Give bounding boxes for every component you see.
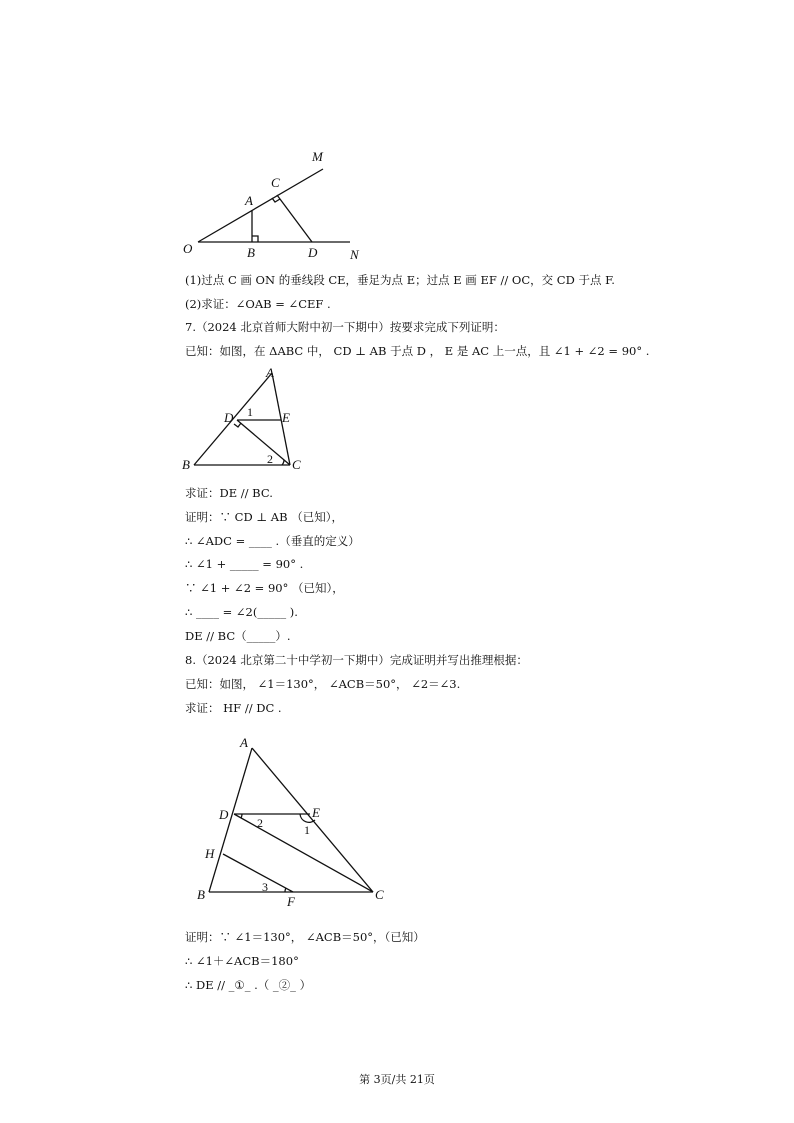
right-angle-b — [252, 236, 258, 242]
proof8-step2: ∴ ∠1＋∠ACB＝180° — [185, 954, 299, 968]
problem7-title: 7.（2024 北京首师大附中初一下期中）按要求完成下列证明： — [185, 320, 505, 334]
label-angle-1: 1 — [304, 823, 310, 837]
label-b: B — [247, 245, 255, 260]
right-angle-c — [272, 198, 280, 202]
label-c: C — [375, 887, 384, 902]
proof7-step2: ∴ ∠ADC = ____ .（垂直的定义） — [185, 534, 360, 548]
page-footer: 第 3页/共 21页 — [359, 1073, 435, 1086]
proof7-step6: DE // BC（_____）. — [185, 629, 291, 643]
label-h: H — [205, 846, 215, 861]
label-angle-1: 1 — [247, 405, 253, 419]
label-e: E — [282, 410, 290, 425]
label-b: B — [197, 887, 205, 902]
label-a: A — [266, 365, 274, 380]
problem8-given: 已知：如图， ∠1＝130°， ∠ACB＝50°， ∠2＝∠3. — [185, 677, 461, 691]
segment-cd — [277, 195, 312, 242]
proof8-step1: 证明：∵ ∠1＝130°， ∠ACB＝50°，（已知） — [185, 930, 425, 944]
label-d: D — [219, 807, 229, 822]
label-m: M — [312, 149, 323, 164]
segment-hf — [223, 854, 293, 892]
label-n: N — [350, 247, 359, 262]
label-a: A — [245, 193, 253, 208]
side-ac — [252, 748, 373, 892]
label-a: A — [240, 735, 248, 750]
angle-mark-2 — [282, 460, 284, 465]
label-angle-2: 2 — [257, 816, 263, 830]
figure-triangle-abc-8 — [190, 730, 400, 915]
label-d: D — [308, 245, 318, 260]
label-angle-2: 2 — [267, 452, 273, 466]
label-b: B — [182, 457, 190, 472]
problem6-part1: (1)过点 C 画 ON 的垂线段 CE，垂足为点 E；过点 E 画 EF // OC，交 CD 于点 F. — [185, 273, 615, 287]
problem8-prove: 求证： HF // DC . — [185, 701, 282, 715]
proof7-step1: 证明：∵ CD ⊥ AB （已知）， — [185, 510, 343, 524]
problem7-given: 已知：如图，在 ΔABC 中， CD ⊥ AB 于点 D ， E 是 AC 上一点，且 ∠1 + ∠2 = 90° . — [185, 344, 650, 358]
figure-angle-mon — [178, 145, 378, 265]
label-o: O — [183, 241, 193, 256]
label-e: E — [312, 805, 320, 820]
label-d: D — [224, 410, 234, 425]
proof8-step3: ∴ DE // _①_ .（ _②_ ） — [185, 978, 312, 992]
proof7-step5: ∴ ____ = ∠2(_____ ). — [185, 605, 298, 619]
label-f: F — [287, 894, 295, 909]
figure-triangle-abc-7 — [178, 365, 318, 477]
problem7-prove: 求证：DE // BC. — [185, 486, 273, 500]
label-c: C — [292, 457, 301, 472]
problem8-title: 8.（2024 北京第二十中学初一下期中）完成证明并写出推理根据： — [185, 653, 528, 667]
right-angle-d — [234, 423, 241, 427]
label-c: C — [271, 175, 280, 190]
problem6-part2: (2)求证：∠OAB = ∠CEF . — [185, 297, 331, 311]
proof7-step3: ∴ ∠1 + _____ = 90° . — [185, 557, 304, 571]
label-angle-3: 3 — [262, 880, 268, 894]
proof7-step4: ∵ ∠1 + ∠2 = 90° （已知）， — [185, 581, 344, 595]
